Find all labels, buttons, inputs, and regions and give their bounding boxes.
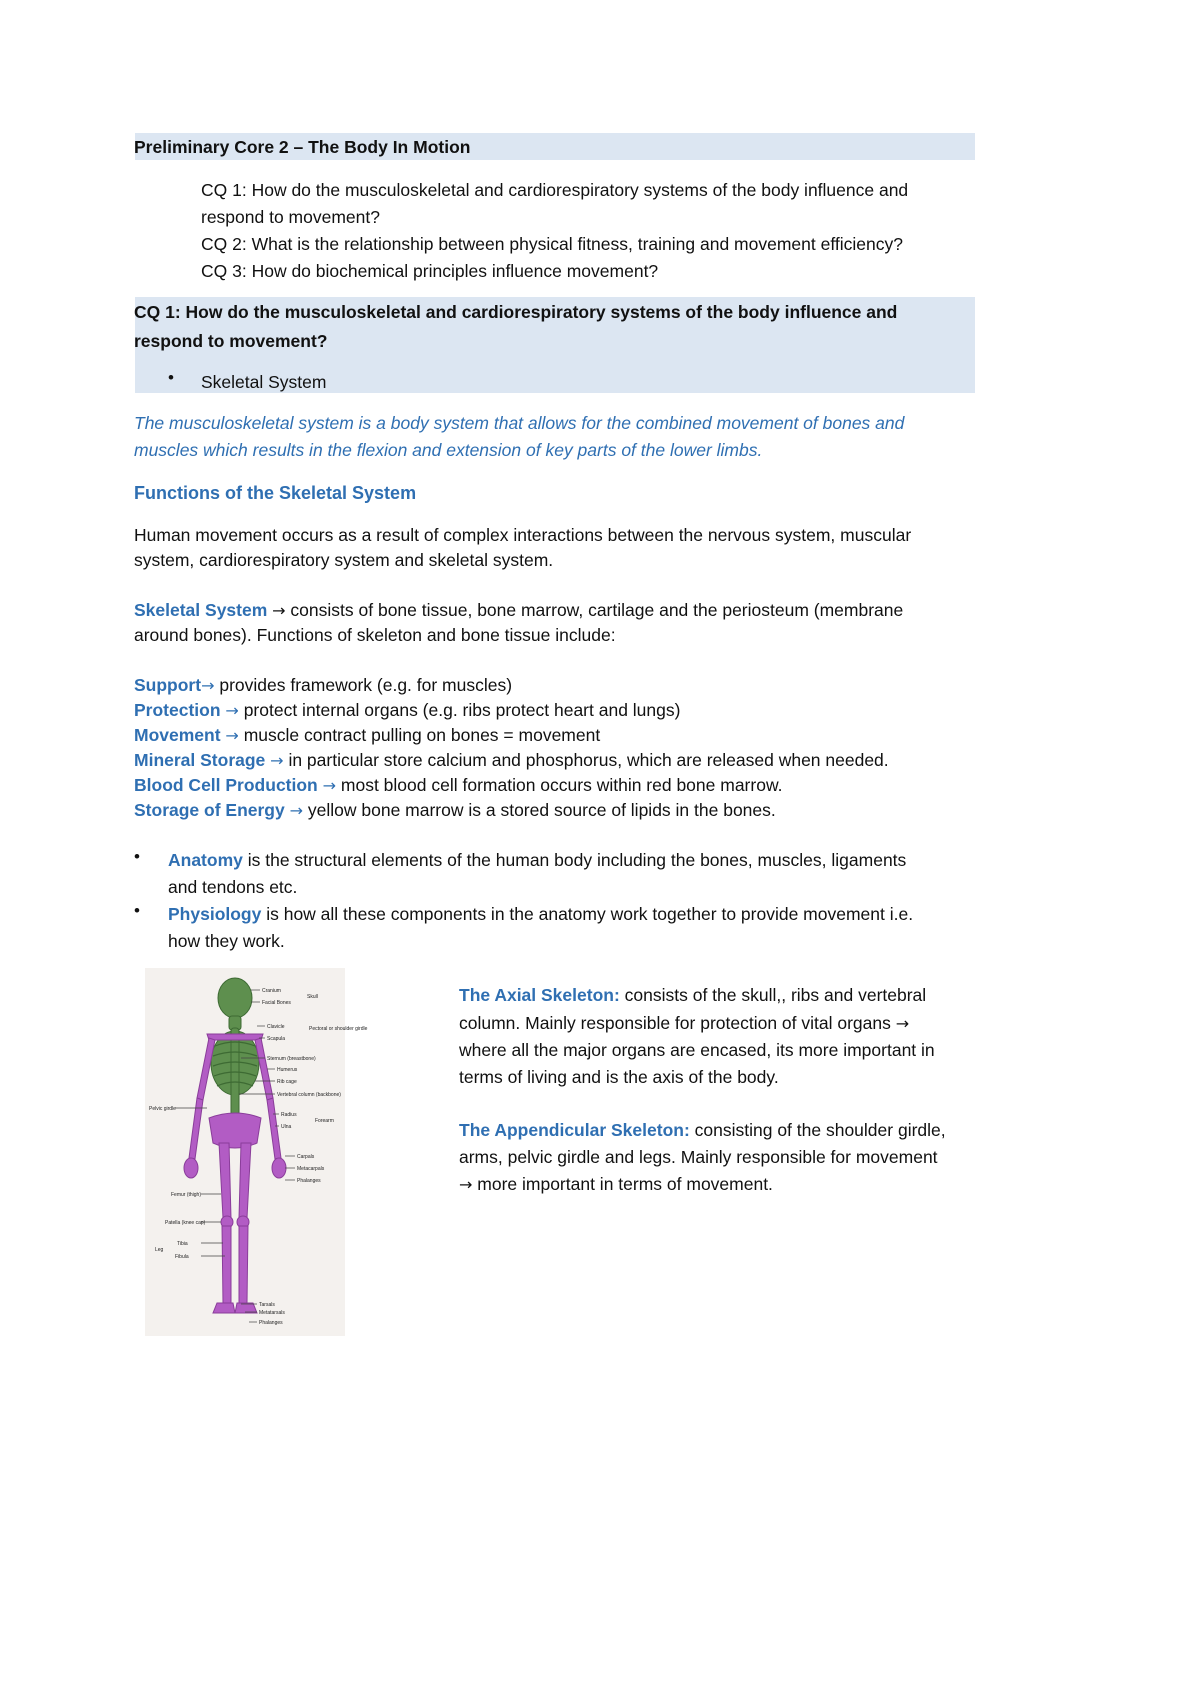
label-rib-cage: Rib cage: [277, 1079, 297, 1085]
skeletal-system-text-1: consists of bone tissue, bone marrow, cartilage and the periosteum (membrane: [285, 600, 904, 620]
bullet-dot: •: [134, 847, 140, 866]
axial-term: The Axial Skeleton:: [459, 985, 620, 1005]
arrow-icon: →: [322, 776, 337, 795]
label-carpals: Carpals: [297, 1154, 315, 1160]
appendicular-line-2: arms, pelvic girdle and legs. Mainly responsible for movement: [459, 1147, 938, 1167]
skeleton-figure: [145, 968, 368, 1336]
arrow-icon: →: [289, 801, 304, 820]
function-text: in particular store calcium and phosphorus, which are released when needed.: [283, 750, 889, 770]
function-text: muscle contract pulling on bones = movement: [238, 725, 601, 745]
physiology-text: is how all these components in the anatomy work together to provide movement i.e.: [261, 904, 914, 924]
label-sternum: Sternum (breastbone): [267, 1056, 316, 1062]
appendicular-line-3: [459, 1170, 773, 1199]
function-text: yellow bone marrow is a stored source of lipids in the bones.: [303, 800, 776, 820]
label-phalanges-foot: Phalanges: [259, 1320, 283, 1326]
function-term: Blood Cell Production: [134, 775, 318, 795]
label-metacarpals: Metacarpals: [297, 1166, 325, 1172]
axial-line-2: [459, 1009, 909, 1038]
intro-line-2: system, cardiorespiratory system and skeletal system.: [134, 550, 554, 570]
focus-question-2: CQ 2: What is the relationship between physical fitness, training and movement efficiency?: [201, 234, 903, 254]
bullet-dot: •: [168, 368, 174, 387]
label-humerus: Humerus: [277, 1067, 298, 1073]
axial-line-4: terms of living and is the axis of the body.: [459, 1067, 779, 1087]
function-term: Mineral Storage: [134, 750, 266, 770]
function-text: protect internal organs (e.g. ribs protect heart and lungs): [238, 700, 681, 720]
focus-question-1a: CQ 1: How do the musculoskeletal and cardiorespiratory systems of the body influence and: [201, 180, 909, 200]
skeletal-system-line-2: around bones). Functions of skeleton and bone tissue include:: [134, 625, 616, 645]
arrow-icon: →: [225, 701, 239, 720]
label-facial-bones: Facial Bones: [262, 1000, 291, 1006]
function-term: Storage of Energy: [134, 800, 285, 820]
axial-text-1: consists of the skull,, ribs and vertebral: [619, 985, 927, 1005]
function-term: Movement: [134, 725, 221, 745]
focus-question-1b: respond to movement?: [201, 207, 380, 227]
anatomy-text: is the structural elements of the human body including the bones, muscles, ligaments: [242, 850, 907, 870]
anatomy-line-2: and tendons etc.: [168, 877, 298, 897]
function-term: Protection: [134, 700, 221, 720]
arrow-icon: →: [270, 751, 284, 770]
appendicular-line-1: [459, 1116, 946, 1145]
functions-heading: Functions of the Skeletal System: [134, 483, 417, 503]
physiology-term: Physiology: [168, 904, 262, 924]
arrow-icon: →: [225, 726, 239, 745]
skeletal-system-term: Skeletal System: [134, 600, 268, 620]
appendicular-text-3: more important in terms of movement.: [472, 1174, 773, 1194]
axial-text-2: column. Mainly responsible for protection of vital organs: [459, 1013, 896, 1033]
axial-line-1: [459, 981, 926, 1010]
arrow-icon: →: [895, 1014, 910, 1033]
axial-skeleton: [211, 978, 259, 1123]
label-vertebral-column: Vertebral column (backbone): [277, 1092, 341, 1098]
arrow-icon: →: [272, 601, 286, 620]
label-ulna: Ulna: [281, 1124, 292, 1130]
label-cranium: Cranium: [262, 988, 281, 994]
label-skull: Skull: [307, 994, 318, 1000]
arrow-icon: →: [201, 676, 215, 695]
intro-line-1: Human movement occurs as a result of complex interactions between the nervous system, muscular: [134, 525, 912, 545]
label-scapula: Scapula: [267, 1036, 286, 1042]
label-phalanges-hand: Phalanges: [297, 1178, 321, 1184]
physiology-line-1: [168, 900, 913, 929]
skeleton-illustration: [145, 968, 368, 1336]
axial-line-3: where all the major organs are encased, its more important in: [459, 1040, 935, 1060]
physiology-line-2: how they work.: [168, 931, 285, 951]
function-text: provides framework (e.g. for muscles): [214, 675, 513, 695]
label-tarsals: Tarsals: [259, 1302, 275, 1308]
function-storage-of-energy: [134, 796, 776, 825]
section-bullet-label: Skeletal System: [201, 372, 327, 392]
label-forearm: Forearm: [315, 1118, 334, 1124]
anatomy-term: Anatomy: [168, 850, 243, 870]
definition-line-1: The musculoskeletal system is a body system that allows for the combined movement of bones and: [134, 413, 905, 433]
label-fibula: Fibula: [175, 1254, 189, 1260]
label-leg: Leg: [155, 1247, 164, 1253]
page-title: Preliminary Core 2 – The Body In Motion: [134, 137, 471, 157]
bullet-dot: •: [134, 901, 140, 920]
label-patella: Patella (knee cap): [165, 1220, 206, 1226]
section-heading-line-2: respond to movement?: [134, 331, 328, 351]
function-term: Support: [134, 675, 202, 695]
label-pelvic-girdle: Pelvic girdle: [149, 1106, 176, 1112]
appendicular-text-1: consisting of the shoulder girdle,: [689, 1120, 946, 1140]
label-tibia: Tibia: [177, 1241, 188, 1247]
anatomy-line-1: [168, 846, 906, 875]
function-text: most blood cell formation occurs within red bone marrow.: [336, 775, 783, 795]
label-clavicle: Clavicle: [267, 1024, 285, 1030]
label-pectoral-girdle: Pectoral or shoulder girdle: [309, 1026, 368, 1032]
focus-question-3: CQ 3: How do biochemical principles influence movement?: [201, 261, 659, 281]
label-femur: Femur (thigh): [171, 1192, 202, 1198]
appendicular-term: The Appendicular Skeleton:: [459, 1120, 690, 1140]
definition-line-2: muscles which results in the flexion and extension of key parts of the lower limbs.: [134, 440, 763, 460]
section-heading-line-1: CQ 1: How do the musculoskeletal and cardiorespiratory systems of the body influence and: [134, 302, 898, 322]
arrow-icon: →: [459, 1175, 473, 1194]
label-radius: Radius: [281, 1112, 297, 1118]
label-metatarsals: Metatarsals: [259, 1310, 285, 1316]
